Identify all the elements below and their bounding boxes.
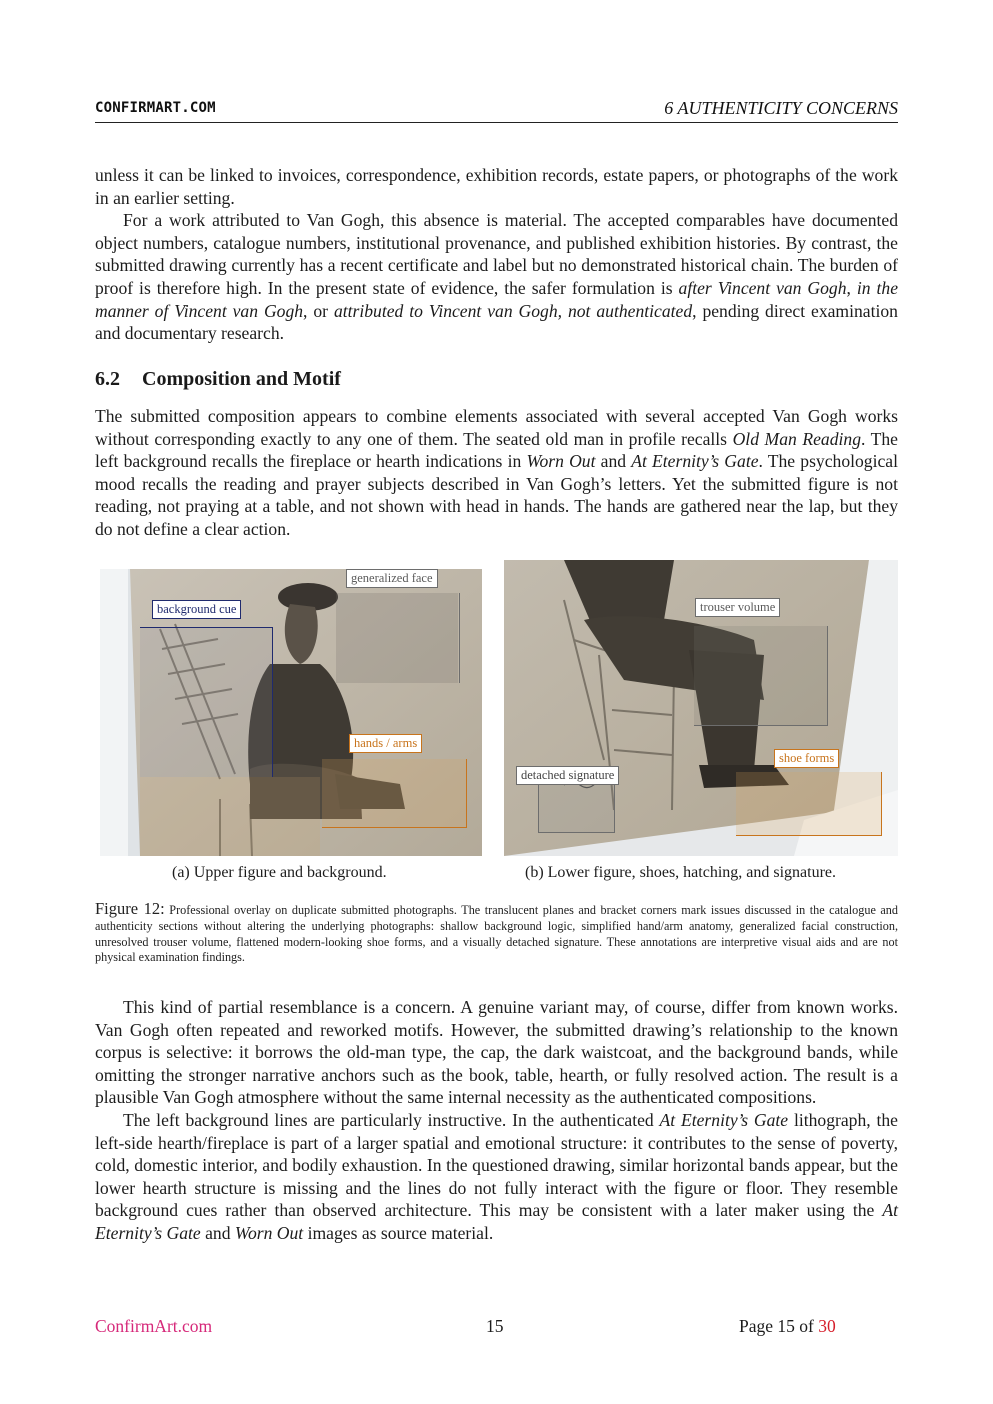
motif-paragraph: The submitted composition appears to combine elements associated with several accepted Van Gogh works without corresponding exactly to any one of them. The seated old man in profile recalls Old Man Reading. The left background recalls the fireplace or hearth indications in Worn Out and At Eternity’s Gate. The psychological mood recalls the reading and prayer subjects described in Van Gogh’s letters. Yet the submitted figure is not reading, not praying at a table, and not shown with head in hands. The hands are gathered near the lap, but they do not define a clear action. [95, 406, 899, 539]
discussion-paragraph-2: The left background lines are particularly instructive. In the authenticated At Eternity’s Gate lithograph, the left-side hearth/fireplace is part of a larger spatial and emotional structure: it contributes to the sense of poverty, cold, domestic interior, and bodily exhaustion. In the questioned drawing, similar horizontal bands appear, but the lower hearth structure is missing and the lines do not fully interact with the figure or floor. They resemble background cues rather than observed architecture. This may be consistent with a later maker using the At Eternity’s Gate and Worn Out images as source material. [95, 1109, 898, 1243]
background-cue-label: background cue [152, 600, 241, 619]
shoes-annotation-box [736, 772, 882, 836]
generalized-face-label: generalized face [346, 569, 438, 588]
hands-annotation-box [322, 759, 467, 828]
discussion-paragraph-1: This kind of partial resemblance is a concern. A genuine variant may, of course, differ from known works. Van Gogh often repeated and reworked motifs. However, the submitted drawing’s relationship to the known corpus is selective: it borrows the old-man type, the cap, the dark waistcoat, and the background bands, while omitting the stronger narrative anchors such as the book, table, hearth, or fully resolved action. The result is a plausible Van Gogh atmosphere without the same internal necessity as the authenticated compositions. [95, 997, 898, 1108]
caption-panel-a: (a) Upper figure and background. [172, 864, 387, 881]
intro-text [95, 164, 898, 345]
figure-panel-a [100, 569, 482, 856]
figure-panel-b [504, 560, 898, 856]
trouser-volume-label: trouser volume [695, 598, 780, 617]
header-section-title: 6 AUTHENTICITY CONCERNS [664, 98, 898, 118]
section-title-text: Composition and Motif [142, 368, 341, 390]
footer-total-pages-link[interactable]: 30 [818, 1316, 836, 1336]
figure-caption-text: Professional overlay on duplicate submitted photographs. The translucent planes and bracket corners mark issues discussed in the catalogue and authenticity sections without altering the underlying photographs: shallow background logic, simplified hand/arm anatomy, generalized facial construction, unresolved trouser volume, flattened modern-looking shoe forms, and a visually detached signature. These annotations are interpretive visual aids and are not physical examination findings. [95, 903, 898, 965]
shoe-forms-label: shoe forms [774, 749, 839, 768]
intro-paragraph-2: For a work attributed to Van Gogh, this absence is material. The accepted comparables have documented object numbers, catalogue numbers, institutional provenance, and published exhibition histories. By contrast, the submitted drawing currently has a recent certificate and label but no demonstrated historical chain. The burden of proof is therefore high. In the present state of evidence, the safer formulation is after Vincent van Gogh, in the manner of Vincent van Gogh, or attributed to Vincent van Gogh, not authenticated, pending direct examination and documentary research. [95, 210, 899, 344]
discussion-text [95, 996, 898, 1245]
section-number: 6.2 [95, 368, 120, 390]
figure-label: Figure 12: [95, 899, 165, 918]
intro-paragraph-1: unless it can be linked to invoices, correspondence, exhibition records, estate papers, or photographs of the work in an earlier setting. [95, 165, 898, 208]
caption-panel-b: (b) Lower figure, shoes, hatching, and signature. [525, 864, 837, 881]
header-logo: CONFIRMART.COM [95, 100, 216, 116]
footer-page-number: 15 [486, 1316, 504, 1336]
footer-page-count: Page 15 of 30 [739, 1316, 836, 1336]
section-heading [95, 368, 341, 391]
footer-site-link[interactable]: ConfirmArt.com [95, 1316, 213, 1336]
header-rule [95, 122, 898, 123]
figure-caption [95, 901, 898, 966]
trouser-annotation-box [694, 626, 828, 726]
detached-signature-label: detached signature [516, 766, 619, 785]
background-annotation-box [140, 627, 273, 777]
face-annotation-box [336, 593, 460, 683]
hands-arms-label: hands / arms [349, 734, 422, 753]
motif-text [95, 405, 898, 541]
signature-annotation-box [538, 782, 615, 833]
